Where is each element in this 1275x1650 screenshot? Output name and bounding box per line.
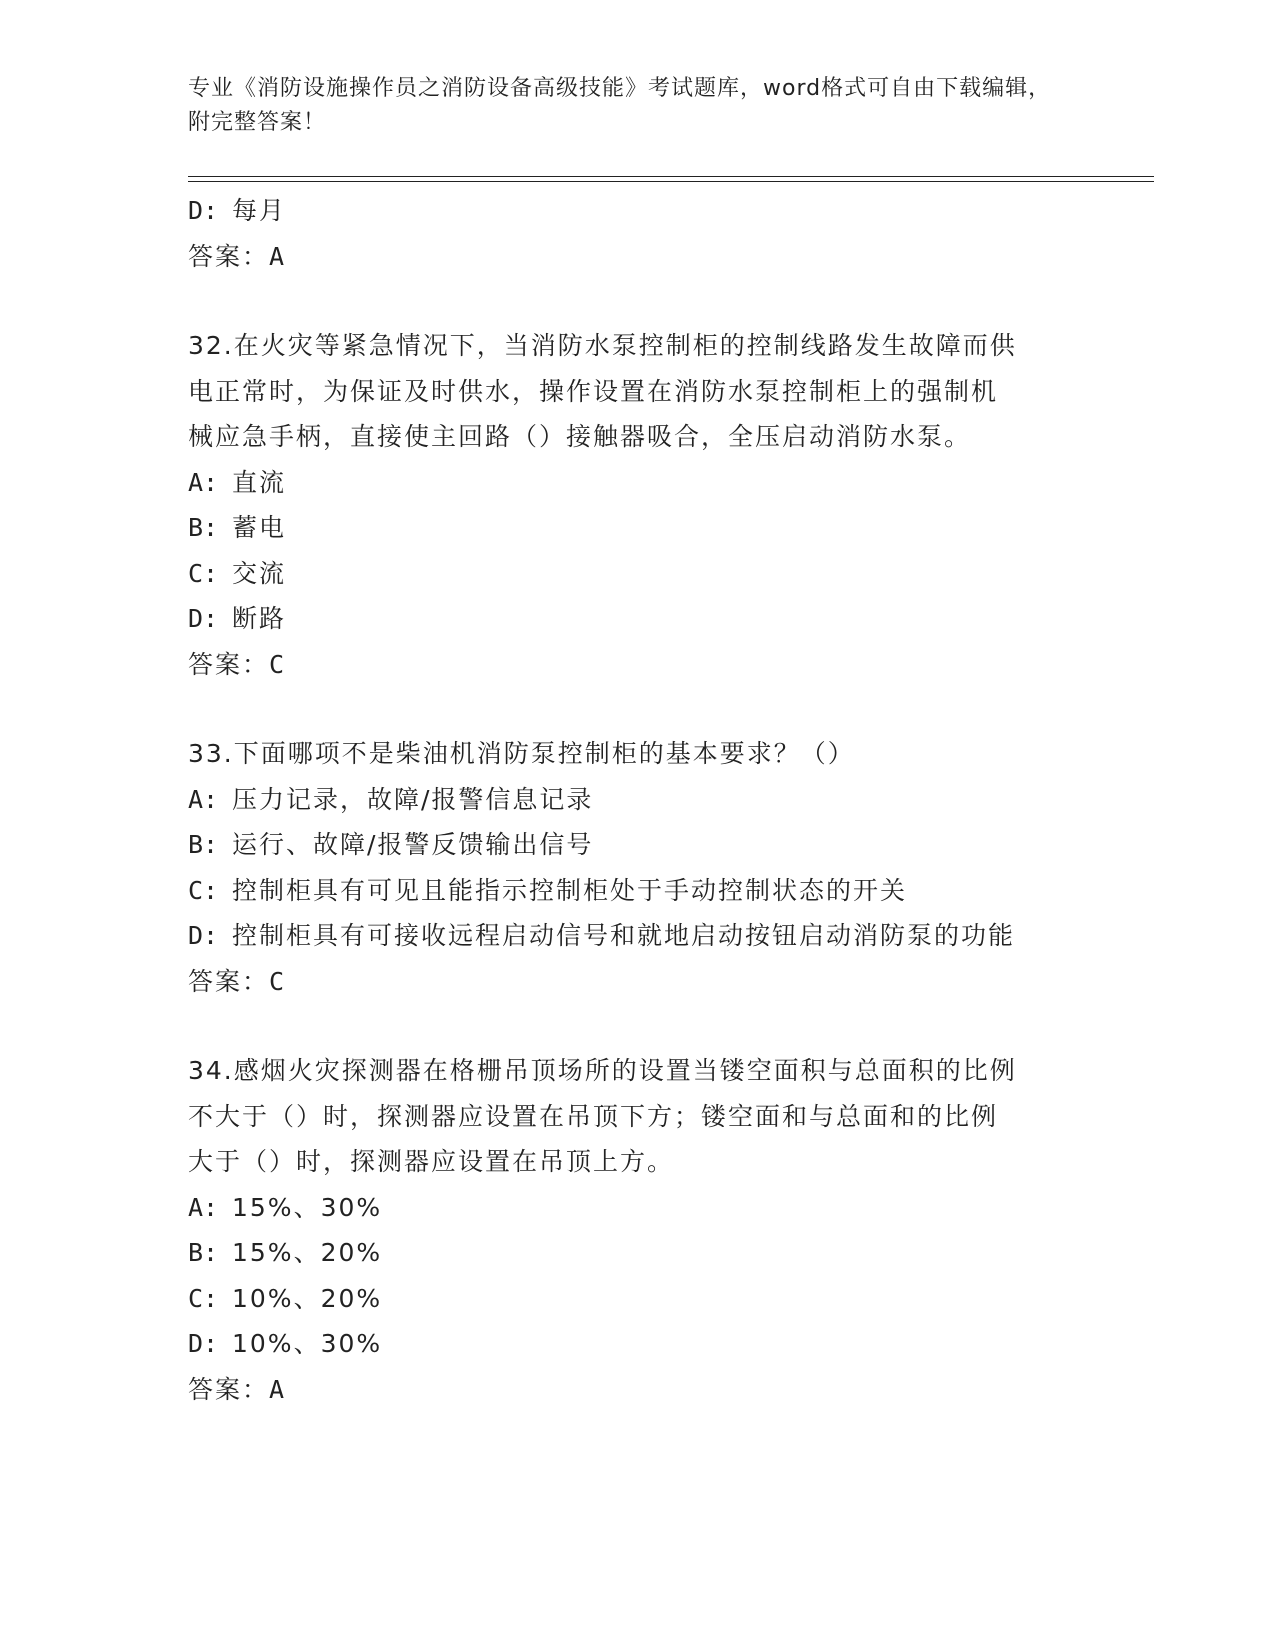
option-text: 压力记录，故障/报警信息记录 [232, 784, 594, 814]
question-33 [188, 731, 1088, 1004]
answer-value: A [269, 241, 285, 271]
question-text-line: 32.在火灾等紧急情况下，当消防水泵控制柜的控制线路发生故障而供 [188, 331, 1017, 360]
option-b [188, 1230, 1088, 1276]
option-b [188, 505, 1088, 551]
question-text-line: 械应急手柄，直接使主回路（）接触器吸合，全压启动消防水泵。 [188, 422, 972, 451]
question-text-line: 大于（）时，探测器应设置在吊顶上方。 [188, 1147, 675, 1176]
spacer [188, 279, 1088, 323]
option-text: 直流 [232, 467, 287, 497]
option-d [188, 596, 1088, 642]
answer-line [188, 959, 1088, 1005]
option-key: B: [188, 513, 219, 542]
option-d [188, 913, 1088, 959]
answer-label: 答案： [188, 241, 270, 271]
question-34 [188, 1048, 1088, 1412]
option-text: 断路 [232, 604, 287, 633]
option-text: 控制柜具有可接收远程启动信号和就地启动按钮启动消防泵的功能 [232, 921, 1016, 950]
answer-label: 答案： [188, 649, 270, 679]
option-a [188, 777, 1088, 823]
option-key: D: [188, 196, 219, 225]
option-a [188, 1185, 1088, 1231]
option-d [188, 188, 1088, 234]
option-text: 控制柜具有可见且能指示控制柜处于手动控制状态的开关 [232, 875, 908, 905]
option-text: 10%、30% [232, 1329, 383, 1358]
option-d [188, 1321, 1088, 1367]
option-text: 运行、故障/报警反馈输出信号 [232, 830, 594, 859]
question-text-line: 34.感烟火灾探测器在格栅吊顶场所的设置当镂空面积与总面积的比例 [188, 1056, 1017, 1085]
question-text-line: 33.下面哪项不是柴油机消防泵控制柜的基本要求？（） [188, 739, 855, 768]
option-key: D: [188, 1329, 219, 1358]
answer-label: 答案： [188, 1374, 270, 1404]
spacer [188, 687, 1088, 731]
answer-value: C [269, 649, 285, 679]
question-text-line: 不大于（）时，探测器应设置在吊顶下方；镂空面和与总面和的比例 [188, 1101, 999, 1131]
option-c [188, 868, 1088, 914]
option-text: 15%、20% [232, 1238, 383, 1267]
option-text: 15%、30% [232, 1192, 383, 1222]
answer-line [188, 234, 1088, 280]
option-key: A: [188, 467, 219, 497]
option-key: C: [188, 875, 219, 905]
answer-line [188, 642, 1088, 688]
option-key: B: [188, 1238, 219, 1267]
header-divider-bottom [188, 181, 1154, 182]
answer-value: A [269, 1374, 285, 1404]
document-header: 专业《消防设施操作员之消防设备高级技能》考试题库，word格式可自由下载编辑，附完整答案！ [188, 76, 1052, 135]
option-key: B: [188, 830, 219, 859]
option-key: D: [188, 921, 219, 950]
option-a [188, 460, 1088, 506]
option-text: 每月 [232, 196, 287, 225]
question-text-line: 电正常时，为保证及时供水，操作设置在消防水泵控制柜上的强制机 [188, 376, 999, 406]
option-c [188, 1276, 1088, 1322]
option-key: D: [188, 604, 219, 633]
answer-label: 答案： [188, 966, 270, 996]
answer-line [188, 1367, 1088, 1413]
option-key: A: [188, 1192, 219, 1222]
answer-value: C [269, 966, 285, 996]
option-key: C: [188, 558, 219, 588]
option-key: A: [188, 784, 219, 814]
option-text: 蓄电 [232, 513, 287, 542]
spacer [188, 1004, 1088, 1048]
header-divider-top [188, 176, 1154, 177]
question-32 [188, 323, 1088, 687]
option-c [188, 551, 1088, 597]
option-b [188, 822, 1088, 868]
option-text: 交流 [232, 558, 287, 588]
option-key: C: [188, 1283, 219, 1313]
question-content [188, 188, 1088, 1412]
option-text: 10%、20% [232, 1283, 383, 1313]
